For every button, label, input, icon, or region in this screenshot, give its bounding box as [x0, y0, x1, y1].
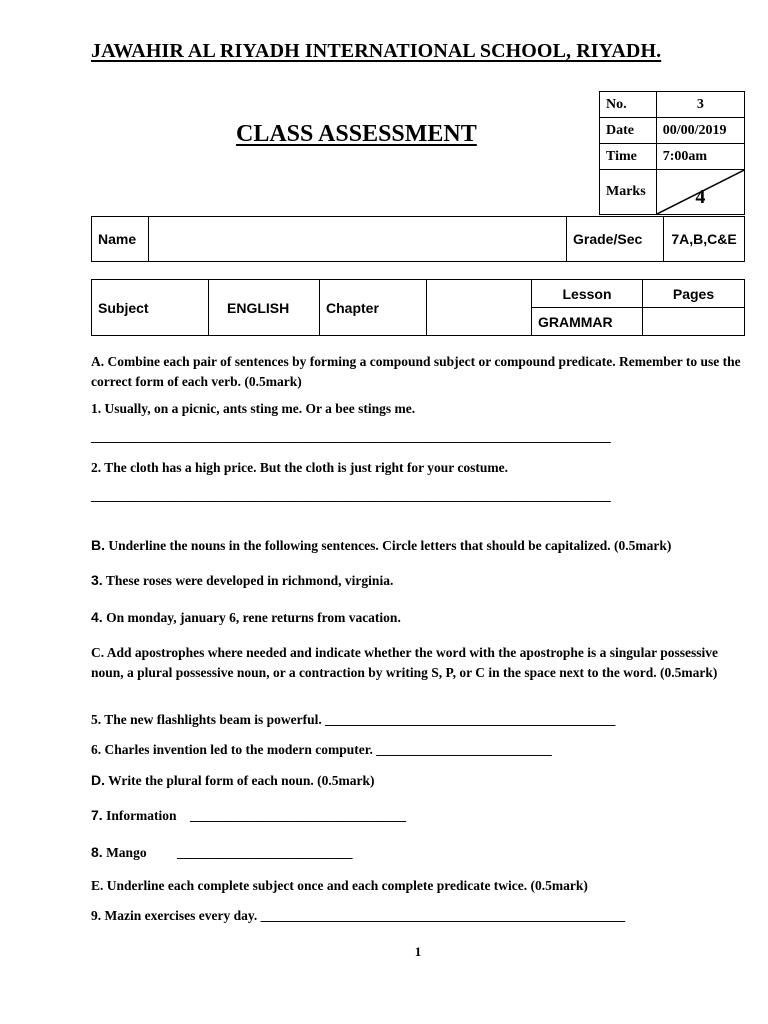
name-field[interactable]: [149, 217, 567, 262]
page-number: 1: [414, 944, 422, 959]
question-3-number: 3.: [91, 572, 103, 588]
section-b-letter: B.: [91, 537, 105, 553]
question-3: [91, 572, 393, 589]
name-label: Name: [92, 217, 149, 262]
date-label: Date: [600, 118, 657, 144]
marks-cell: [656, 170, 744, 215]
section-d-text: Write the plural form of each noun. (0.5mark): [105, 773, 375, 788]
answer-line-1[interactable]: _____________________________________________________________________________: [91, 429, 611, 444]
section-d-letter: D.: [91, 772, 105, 788]
marks-label: Marks: [600, 170, 657, 215]
subject-info-table: [91, 279, 745, 336]
question-2: 2. The cloth has a high price. But the cloth is just right for your costume.: [91, 460, 509, 475]
subject-label: Subject: [92, 280, 209, 336]
section-b-instruction: [91, 537, 671, 554]
marks-value: 4: [695, 186, 706, 208]
no-value: 3: [656, 92, 744, 118]
question-8-number: 8.: [91, 844, 103, 860]
question-1: 1. Usually, on a picnic, ants sting me. Or a bee stings me.: [91, 401, 416, 416]
time-label: Time: [600, 144, 657, 170]
question-7-text: Information ________________________________: [102, 808, 407, 823]
subject-value: ENGLISH: [209, 280, 320, 336]
lesson-label: Lesson: [532, 280, 643, 308]
question-6: 6. Charles invention led to the modern computer. __________________________: [91, 742, 552, 757]
grade-label: Grade/Sec: [567, 217, 664, 262]
section-c-instruction: C. Add apostrophes where needed and indicate whether the word with the apostrophe is a singular possessive noun, a plural possessive noun, or a contraction by writing S, P, or C in the space next to the word. (0.5mark): [91, 645, 718, 680]
section-e-instruction: E. Underline each complete subject once and each complete predicate twice. (0.5mark): [91, 878, 588, 893]
question-5: 5. The new flashlights beam is powerful. ___________________________________________: [91, 712, 616, 727]
question-7: [91, 807, 406, 824]
chapter-value: [427, 280, 532, 336]
question-4-text: On monday, january 6, rene returns from vacation.: [102, 610, 401, 625]
school-name: JAWAHIR AL RIYADH INTERNATIONAL SCHOOL, RIYADH.: [91, 40, 662, 62]
assessment-meta-table: [599, 91, 745, 215]
question-3-text: These roses were developed in richmond, virginia.: [102, 573, 394, 588]
chapter-label: Chapter: [320, 280, 427, 336]
pages-value: [643, 308, 745, 336]
time-value: 7:00am: [656, 144, 744, 170]
answer-line-2[interactable]: _____________________________________________________________________________: [91, 488, 611, 503]
question-8: [91, 844, 352, 861]
student-info-table: [91, 216, 745, 262]
question-8-text: Mango __________________________: [102, 845, 353, 860]
grade-value: 7A,B,C&E: [664, 217, 745, 262]
date-value: 00/00/2019: [656, 118, 744, 144]
question-4: [91, 609, 401, 626]
question-9: 9. Mazin exercises every day. ______________________________________________________: [91, 908, 626, 923]
section-b-text: Underline the nouns in the following sentences. Circle letters that should be capitalized. (0.5mark): [105, 538, 672, 553]
section-d-instruction: [91, 772, 374, 789]
question-7-number: 7.: [91, 807, 103, 823]
section-a-instruction: A. Combine each pair of sentences by forming a compound subject or compound predicate. Remember to use the correct form of each verb. (0.5mark): [91, 354, 741, 389]
no-label: No.: [600, 92, 657, 118]
pages-label: Pages: [643, 280, 745, 308]
question-4-number: 4.: [91, 609, 103, 625]
lesson-value: GRAMMAR: [532, 308, 643, 336]
page-title: CLASS ASSESSMENT: [236, 121, 477, 147]
